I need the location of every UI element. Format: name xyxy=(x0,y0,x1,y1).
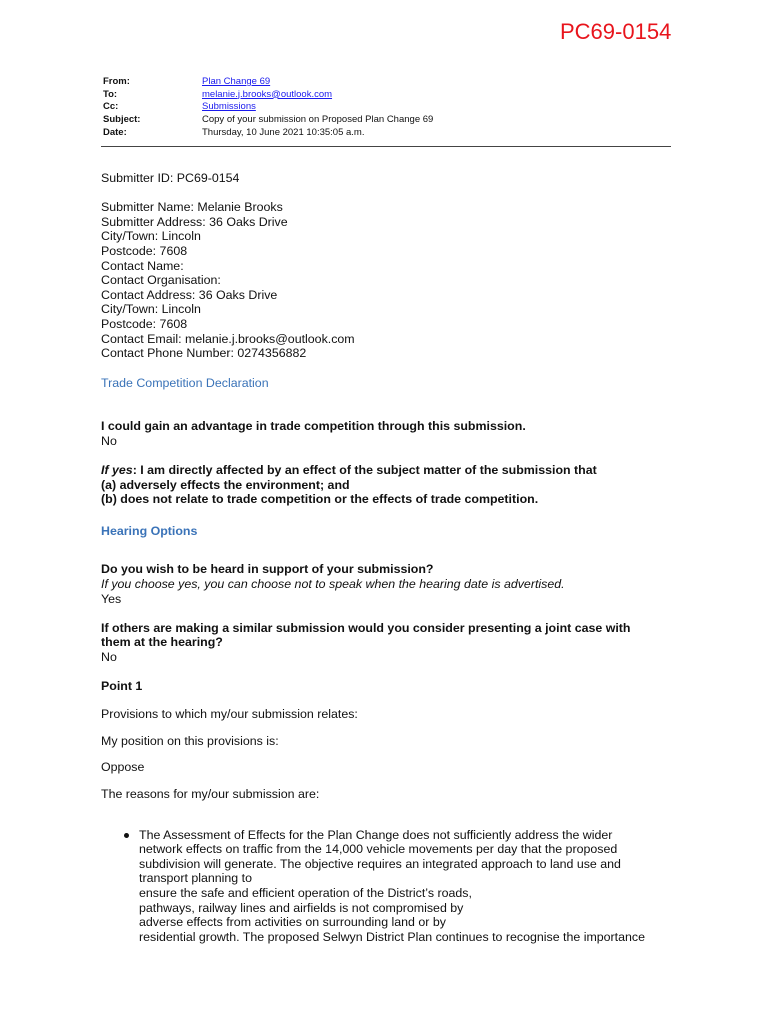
submitter-details xyxy=(101,200,671,361)
document-reference-number: PC69-0154 xyxy=(560,19,672,44)
subject-label: Subject: xyxy=(103,114,141,126)
date-label: Date: xyxy=(103,126,127,138)
reason-line: ensure the safe and efficient operation of the District’s roads, xyxy=(139,885,472,900)
reason-line: adverse effects from activities on surrounding land or by xyxy=(139,915,446,930)
email-header xyxy=(103,76,433,140)
to-link[interactable]: melanie.j.brooks@outlook.com xyxy=(202,88,333,100)
bullet-icon xyxy=(124,833,129,838)
position-value: Oppose xyxy=(101,760,145,775)
hearing-question-1-note: If you choose yes, you can choose not to speak when the hearing date is advertised. xyxy=(101,577,565,592)
date-value: Thursday, 10 June 2021 10:35:05 a.m. xyxy=(202,126,365,138)
from-link[interactable]: Plan Change 69 xyxy=(202,76,271,87)
submission-body xyxy=(101,171,671,944)
contact-phone: Contact Phone Number: 0274356882 xyxy=(101,346,307,361)
cc-label: Cc: xyxy=(103,101,119,113)
contact-city: City/Town: Lincoln xyxy=(101,302,201,317)
provisions-label: Provisions to which my/our submission relates: xyxy=(101,707,358,722)
if-yes-statement xyxy=(101,463,671,478)
date-row xyxy=(103,127,433,140)
to-row xyxy=(103,89,433,102)
hearing-options-heading: Hearing Options xyxy=(101,523,198,538)
subject-row xyxy=(103,114,433,127)
hearing-question-2-answer: No xyxy=(101,650,117,665)
submitter-postcode: Postcode: 7608 xyxy=(101,243,188,258)
contact-email: Contact Email: melanie.j.brooks@outlook.com xyxy=(101,331,355,346)
trade-answer: No xyxy=(101,433,117,448)
trade-competition-heading: Trade Competition Declaration xyxy=(101,375,269,390)
reason-line: subdivision will generate. The objective requires an integrated approach to land use and xyxy=(139,856,621,871)
reason-line: The Assessment of Effects for the Plan Change does not sufficiently address the wider xyxy=(139,827,613,842)
submitter-id: Submitter ID: PC69-0154 xyxy=(101,171,240,185)
if-yes-rest: : I am directly affected by an effect of the subject matter of the submission that xyxy=(132,463,597,478)
if-yes-item-a: (a) adversely effects the environment; and xyxy=(101,477,350,492)
reason-line: residential growth. The proposed Selwyn District Plan continues to recognise the importance xyxy=(139,929,645,944)
hearing-question-1-answer: Yes xyxy=(101,591,122,606)
from-row xyxy=(103,76,433,89)
trade-question: I could gain an advantage in trade competition through this submission. xyxy=(101,419,526,434)
contact-address: Contact Address: 36 Oaks Drive xyxy=(101,287,278,302)
reasons-label: The reasons for my/our submission are: xyxy=(101,787,320,801)
point-heading: Point 1 xyxy=(101,678,143,693)
reason-line: network effects on traffic from the 14,000 vehicle movements per day that the proposed xyxy=(139,842,618,857)
header-divider xyxy=(101,146,671,147)
contact-name: Contact Name: xyxy=(101,258,184,273)
cc-link[interactable]: Submissions xyxy=(202,101,256,113)
to-label: To: xyxy=(103,88,118,100)
submitter-name: Submitter Name: Melanie Brooks xyxy=(101,200,283,215)
if-yes-prefix: If yes xyxy=(101,463,133,478)
hearing-question-1: Do you wish to be heard in support of your submission? xyxy=(101,562,434,577)
submitter-city: City/Town: Lincoln xyxy=(101,229,201,244)
cc-row xyxy=(103,101,433,114)
submitter-address: Submitter Address: 36 Oaks Drive xyxy=(101,214,288,229)
reason-line: pathways, railway lines and airfields is not compromised by xyxy=(139,900,464,915)
hearing-question-2-line-1: If others are making a similar submission would you consider presenting a joint case with xyxy=(101,620,631,635)
reason-line: transport planning to xyxy=(139,871,252,886)
if-yes-item-b: (b) does not relate to trade competition or the effects of trade competition. xyxy=(101,492,539,507)
contact-organisation: Contact Organisation: xyxy=(101,273,221,288)
from-label: From: xyxy=(103,76,130,87)
list-item xyxy=(139,828,671,945)
contact-postcode: Postcode: 7608 xyxy=(101,316,188,331)
subject-value: Copy of your submission on Proposed Plan Change 69 xyxy=(202,114,434,126)
hearing-question-2-line-2: them at the hearing? xyxy=(101,635,223,650)
reasons-list xyxy=(101,828,671,945)
position-label: My position on this provisions is: xyxy=(101,733,279,748)
